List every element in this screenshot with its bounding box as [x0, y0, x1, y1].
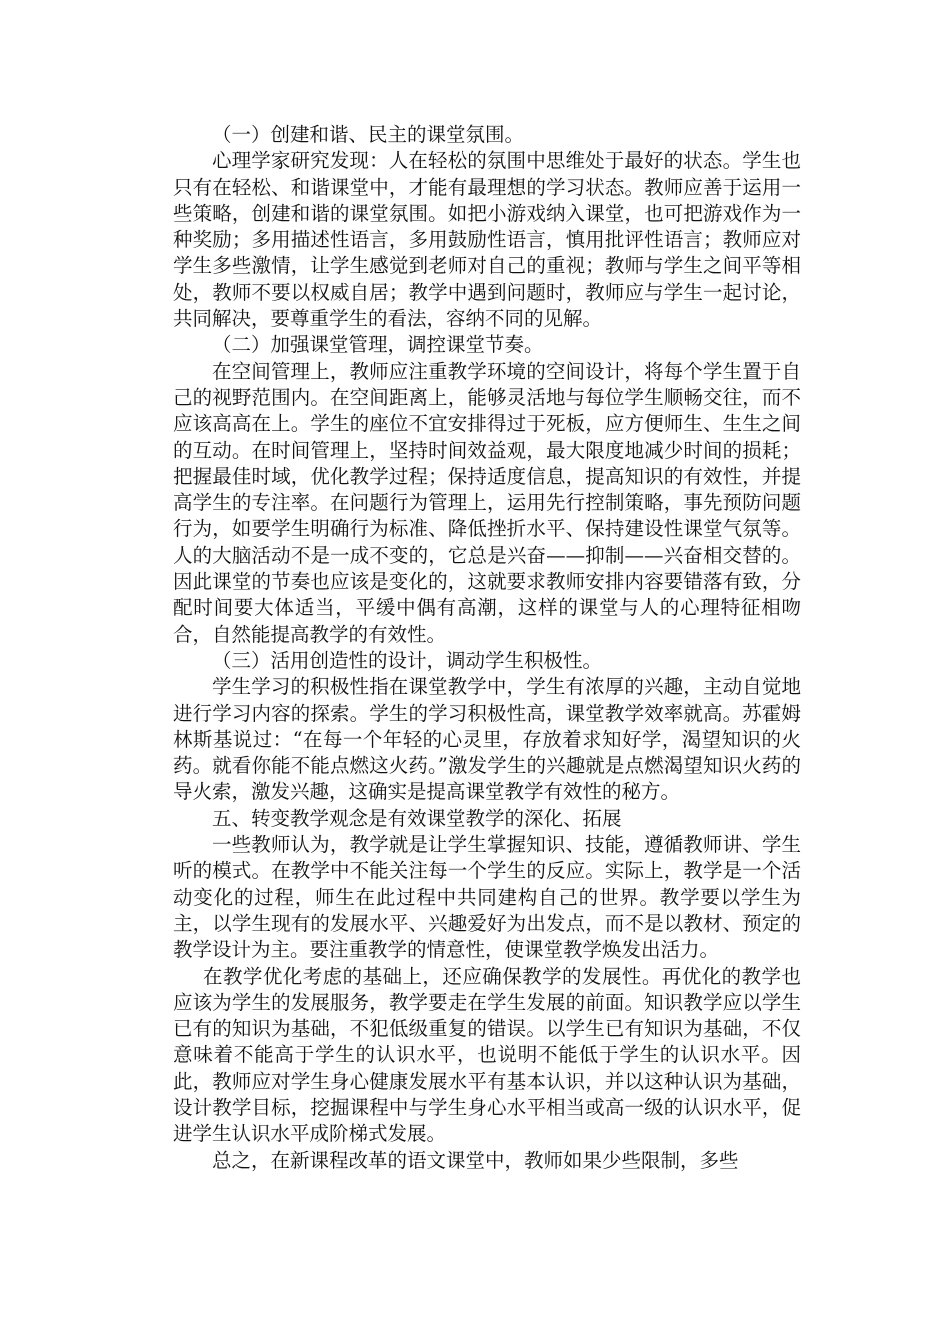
section-heading-5: 五、转变教学观念是有效课堂教学的深化、拓展 — [212, 806, 622, 830]
body-paragraph: 一些教师认为，教学就是让学生掌握知识、技能，遵循教师讲、学生听的模式。在教学中不能关注每一个学生的反应。实际上，教学是一个活动变化的过程，师生在此过程中共同建构自己的世界。教学要以学生为主，以学生现有的发展水平、兴趣爱好为出发点，而不是以教材、预定的教学设计为主。要注重教学的情意性，使课堂教学焕发出活力。 — [173, 833, 801, 962]
section-heading-3: （三）活用创造性的设计，调动学生积极性。 — [212, 648, 603, 672]
body-paragraph: 在空间管理上，教师应注重教学环境的空间设计，将每个学生置于自己的视野范围内。在空间距离上，能够灵活地与每位学生顺畅交往，而不应该高高在上。学生的座位不宜安排得过于死板，应方便师生、生生之间的互动。在时间管理上，坚持时间效益观，最大限度地减少时间的损耗；把握最佳时域，优化教学过程；保持适度信息，提高知识的有效性，并提高学生的专注率。在问题行为管理上，运用先行控制策略，事先预防问题行为，如要学生明确行为标准、降低挫折水平、保持建设性课堂气氛等。人的大脑活动不是一成不变的，它总是兴奋——抑制——兴奋相交替的。因此课堂的节奏也应该是变化的，这就要求教师安排内容要错落有致，分配时间要大体适当，平缓中偶有高潮，这样的课堂与人的心理特征相吻合，自然能提高教学的有效性。 — [173, 359, 801, 646]
body-paragraph: 心理学家研究发现：人在轻松的氛围中思维处于最好的状态。学生也只有在轻松、和谐课堂中，才能有最理想的学习状态。教师应善于运用一些策略，创建和谐的课堂氛围。如把小游戏纳入课堂，也可把游戏作为一种奖励；多用描述性语言，多用鼓励性语言，慎用批评性语言；教师应对学生多些激情，让学生感觉到老师对自己的重视；教师与学生之间平等相处，教师不要以权威自居；教学中遇到问题时，教师应与学生一起讨论，共同解决，要尊重学生的看法，容纳不同的见解。 — [173, 149, 801, 331]
document-body — [173, 122, 801, 1174]
body-paragraph: 在教学优化考虑的基础上，还应确保教学的发展性。再优化的教学也应该为学生的发展服务，教学要走在学生发展的前面。知识教学应以学生已有的知识为基础，不犯低级重复的错误。以学生已有知识为基础，不仅意味着不能高于学生的认识水平，也说明不能低于学生的认识水平。因此，教师应对学生身心健康发展水平有基本认识，并以这种认识为基础，设计教学目标，挖掘课程中与学生身心水平相当或高一级的认识水平，促进学生认识水平成阶梯式发展。 — [173, 964, 801, 1146]
body-paragraph: 总之，在新课程改革的语文课堂中，教师如果少些限制，多些 — [212, 1148, 739, 1172]
section-heading-1: （一）创建和谐、民主的课堂氛围。 — [212, 123, 525, 146]
section-heading-2: （二）加强课堂管理，调控课堂节奏。 — [212, 333, 544, 357]
body-paragraph: 学生学习的积极性指在课堂教学中，学生有浓厚的兴趣，主动自觉地进行学习内容的探索。学生的学习积极性高，课堂教学效率就高。苏霍姆林斯基说过：“在每一个年轻的心灵里，存放着求知好学，渴望知识的火药。就看你能不能点燃这火药。”激发学生的兴趣就是点燃渴望知识火药的导火索，激发兴趣，这确实是提高课堂教学有效性的秘方。 — [173, 675, 801, 804]
